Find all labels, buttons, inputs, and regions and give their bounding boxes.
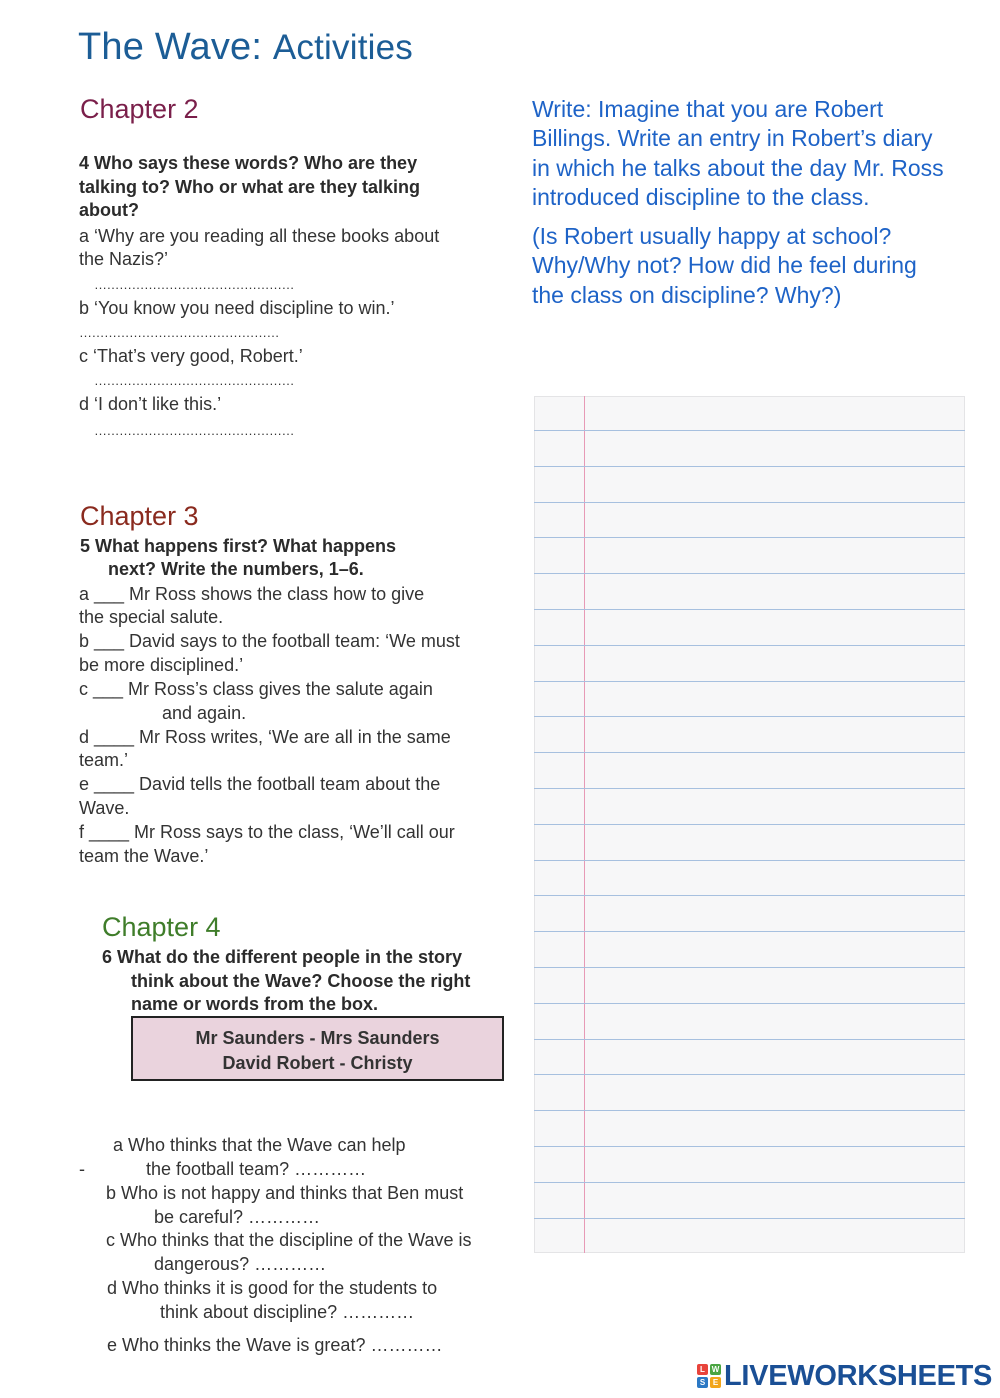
ch3-item-a-line2: the special salute. (79, 607, 224, 627)
ch3-item-c-line1: c ___ Mr Ross’s class gives the salute again (79, 679, 433, 699)
paper-ruled-line (534, 1039, 965, 1040)
ch3-item-e-line1: e ____ David tells the football team about the (79, 774, 441, 794)
ch4-item-a-line1: a Who thinks that the Wave can help (113, 1135, 406, 1155)
ch4-item-d-line1: d Who thinks it is good for the students to (107, 1278, 438, 1298)
ch4-item-e-line1[interactable]: e Who thinks the Wave is great? ………… (107, 1335, 443, 1355)
paper-ruled-line (534, 1218, 965, 1219)
ch4-item-c-line1: c Who thinks that the discipline of the Wave is (106, 1230, 472, 1250)
word-box-line2: David Robert - Christy (222, 1053, 413, 1073)
ch3-item-e-line2: Wave. (79, 798, 130, 818)
chapter-2-heading: Chapter 2 (80, 94, 199, 124)
chapter-3-heading: Chapter 3 (80, 501, 199, 531)
paper-ruled-line (534, 824, 965, 825)
ch4-item-d-line2[interactable]: think about discipline? ………… (160, 1302, 415, 1322)
paper-ruled-line (534, 860, 965, 861)
ch4-question-line1: 6 What do the different people in the story (102, 947, 463, 967)
ch4-item-b-line2[interactable]: be careful? ………… (154, 1207, 321, 1227)
ch2-answer-d[interactable]: ………………………………………… (94, 423, 294, 438)
paper-ruled-line (534, 895, 965, 896)
write-task (532, 95, 952, 310)
ch2-answer-a[interactable]: ………………………………………… (94, 277, 294, 292)
ch3-question-line2: next? Write the numbers, 1–6. (108, 559, 364, 579)
ch2-item-c-line1: c ‘That’s very good, Robert.’ (79, 346, 303, 366)
ch3-item-d-line1: d ____ Mr Ross writes, ‘We are all in the same (79, 727, 451, 747)
ch2-item-a-line2: the Nazis?’ (79, 249, 169, 269)
paper-ruled-line (534, 681, 965, 682)
paper-ruled-line (534, 502, 965, 503)
ch3-item-a-line1: a ___ Mr Ross shows the class how to give (79, 584, 425, 604)
ch3-question-line1: 5 What happens first? What happens (80, 536, 397, 556)
paper-ruled-line (534, 645, 965, 646)
paper-ruled-line (534, 788, 965, 789)
word-box (131, 1016, 504, 1081)
ch2-item-d-line1: d ‘I don’t like this.’ (79, 394, 222, 414)
ch4-question-line2: think about the Wave? Choose the right (131, 971, 471, 991)
write-hint: (Is Robert usually happy at school? Why/Why not? How did he feel during the class on discipline? Why?) (532, 223, 917, 308)
paper-ruled-line (534, 430, 965, 431)
ch3-item-c-line2: and again. (162, 703, 247, 723)
paper-ruled-line (534, 716, 965, 717)
paper-ruled-line (534, 1003, 965, 1004)
ch4-dash: - (79, 1159, 85, 1179)
ch4-question-line3: name or words from the box. (131, 994, 379, 1014)
paper-ruled-line (534, 609, 965, 610)
ch2-answer-c[interactable]: ………………………………………… (94, 373, 294, 388)
paper-ruled-line (534, 466, 965, 467)
ch2-answer-b[interactable]: ………………………………………… (79, 325, 279, 340)
ch4-item-c-line2[interactable]: dangerous? ………… (154, 1254, 327, 1274)
title-sub: Activities (272, 28, 413, 67)
write-prompt: Write: Imagine that you are Robert Billings. Write an entry in Robert’s diary in which he talks about the day Mr. Ross introduced discipline to the class. (532, 96, 944, 210)
ch3-item-f-line1: f ____ Mr Ross says to the class, ‘We’ll call our (79, 822, 455, 842)
paper-ruled-line (534, 752, 965, 753)
paper-ruled-line (534, 1182, 965, 1183)
ch3-item-f-line2: team the Wave.’ (79, 846, 209, 866)
logo-text: LIVEWORKSHEETS (724, 1360, 993, 1392)
ch3-item-b-line2: be more disciplined.’ (79, 655, 244, 675)
logo-mark-icon: L W S E (697, 1364, 721, 1388)
paper-ruled-line (534, 573, 965, 574)
word-box-line1: Mr Saunders - Mrs Saunders (195, 1028, 440, 1048)
ch4-item-a-line2[interactable]: the football team? ………… (146, 1159, 367, 1179)
paper-ruled-line (534, 1146, 965, 1147)
title-main: The Wave: (78, 26, 273, 68)
chapter-4-heading: Chapter 4 (102, 912, 221, 942)
ch3-item-b-line1: b ___ David says to the football team: ‘We must (79, 631, 460, 651)
ch2-item-a-line1: a ‘Why are you reading all these books about (79, 226, 440, 246)
ch3-item-d-line2: team.’ (79, 750, 129, 770)
paper-ruled-line (534, 1074, 965, 1075)
ch4-item-b-line1: b Who is not happy and thinks that Ben must (106, 1183, 464, 1203)
chapter-2-question: 4 Who says these words? Who are they talking to? Who or what are they talking about? (79, 153, 421, 220)
paper-ruled-line (534, 931, 965, 932)
page-title (78, 26, 413, 69)
paper-ruled-line (534, 537, 965, 538)
lined-paper-answer-area[interactable] (534, 396, 965, 1253)
ch2-item-b-line1: b ‘You know you need discipline to win.’ (79, 298, 395, 318)
paper-ruled-line (534, 967, 965, 968)
paper-ruled-line (534, 1110, 965, 1111)
